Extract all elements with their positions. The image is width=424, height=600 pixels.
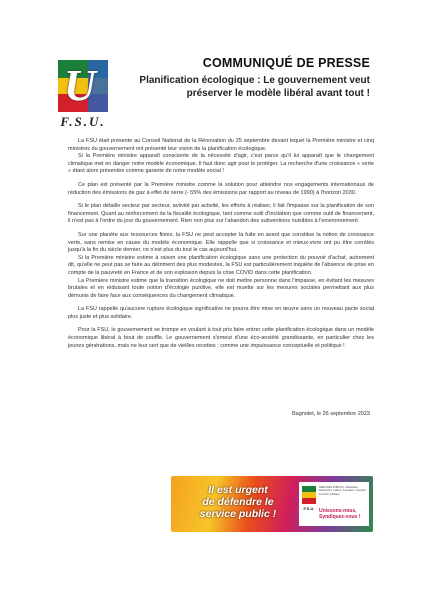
subtitle-line-1: Planification écologique : Le gouvernement veut: [139, 75, 370, 86]
subtitle-line-2: préserver le modèle libéral avant tout !: [186, 88, 370, 99]
banner-card-small-text: SERVICES PUBLICS • Éducation, Recherche, Culture, Formation, Insertion, Fonction publique: [319, 486, 367, 496]
paragraph-6: Si la Première ministre estime à raison une planification écologique sans une protection du pouvoir d'achat, autrement dit, qu'elle ne peut pas se faire au détriment des plus modestes, la FSU est particulièrement inquiète de l'absence de prise en compte de la pauvreté en France et de son explosion depuis la crise COVID dans cette planification.: [68, 254, 374, 276]
date-line: Bagnolet, le 26 septembre 2023: [292, 411, 370, 417]
page-title: COMMUNIQUÉ DE PRESSE: [202, 56, 370, 70]
banner-card: [299, 482, 369, 526]
paragraph-4: Si le plan détaille secteur par secteur, activité par activité, les efforts à réaliser, il fait l'impasse sur la planification de son financement. Quant au renforcement de la fiscalité écologique, tant comme outil d'incitation que comme outil de financement, il n'est pas à l'ordre du jour du gouvernement. Rien non plus sur l'abandon des subventions nuisibles à l'environnement.: [68, 203, 374, 225]
tagline-line-1: Unissons-nous,: [319, 508, 357, 514]
banner-card-tagline: [319, 508, 367, 520]
header: [90, 56, 370, 100]
banner-fsu-logo-icon: [302, 486, 316, 504]
banner-logo-text: F.S.U.: [303, 506, 315, 511]
paragraph-9: Pour la FSU, le gouvernement se trompe en voulant à tout prix faire entrer cette planification écologique dans un modèle économique libéral à bout de souffle. Le gouvernement s'emeut d'une éco-anxiété grandissante, en particulier chez les jeunes générations, mais ne leur sert que de vieilles recettes ; comme une impuissance conceptuelle et politique !: [68, 327, 374, 349]
body-text: [68, 138, 374, 356]
page-subtitle: [90, 74, 370, 100]
fsu-logo-letter: U: [64, 61, 96, 110]
paragraph-3: Ce plan est présenté par la Première ministre comme la solution pour atteindre nos engagements internationaux de réduction des émissions de gaz à effet de serre (- 55% des émissions par rapport au niveau de 1990) à l'horizon 2030.: [68, 181, 374, 196]
fsu-logo-text: F.S.U.: [60, 114, 106, 129]
paragraph-8: La FSU rappelle qu'aucune rupture écologique significative ne pourra être mise en œuvre sans un nouveau pacte social plus juste et plus solidaire.: [68, 306, 374, 320]
slogan-line-3: service public !: [199, 508, 277, 520]
paragraph-7: La Première ministre estime que la transition écologique ne doit mettre personne dans l'impasse, en évitant les mesures brutales et en réduisant toute notion d'écologie punitive, elle est muette sur les mesures sociales permettant aux plus démunis de faire face aux conséquences du changement climatique.: [68, 277, 374, 299]
paragraph-1: La FSU était présente au Conseil National de la Rénovation du 25 septembre devant lequel la Première ministre et cinq ministres du gouvernement ont présenté leur vision de la planification écologique.: [68, 138, 374, 152]
tagline-line-2: Syndiquez-vous !: [319, 514, 361, 520]
paragraph-2: Si la Première ministre apparaît consciente de la nécessité d'agir, c'est parce qu'il lui apparaît que le changement climatique met en danger notre modèle économique. Il faut donc agir pour le protéger. La recherche d'une croissance « verte » étant alors présentée comme garante de notre modèle social !: [68, 153, 374, 175]
slogan-line-1: Il est urgent: [208, 484, 268, 496]
slogan-line-2: de défendre le: [202, 496, 274, 508]
campaign-banner: [171, 476, 373, 532]
banner-slogan: [179, 484, 297, 520]
paragraph-5: Sur une planète aux ressources finies, la FSU ne peut accepter la fuite en avant que constitue la notion de croissance verte, sans remise en cause du modèle économique. Elle rappelle que si croissance et mieux-vivre ont pu être corrélés jusqu'à la fin du siècle dernier, ce n'est plus du tout le cas aujourd'hui.: [68, 231, 374, 254]
